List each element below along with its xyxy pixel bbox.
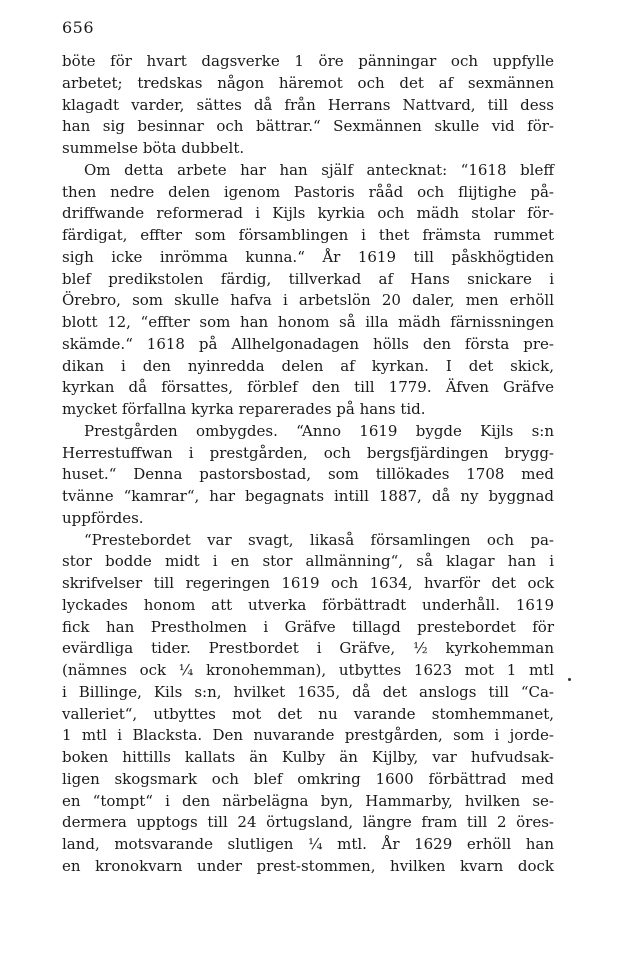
text-line: klagadt varder, sättes då från Herrans Nattvard, till dess bbox=[62, 95, 554, 114]
text-line: then nedre delen igenom Pastoris rååd och flijtighe på- bbox=[62, 182, 554, 201]
text-line: stor bodde midt i en stor allmänning“, så klagar han i bbox=[62, 552, 554, 571]
text-line: Om detta arbete har han själf antecknat: “1618 bleff bbox=[84, 160, 554, 179]
text-line: böte för hvart dagsverke 1 öre pänningar och uppfylle bbox=[62, 52, 554, 70]
text-line: land, motsvarande slutligen ¼ mtl. År 1629 erhöll han bbox=[62, 835, 554, 853]
text-line: evärdliga tider. Prestbordet i Gräfve, ½ kyrkohemman bbox=[62, 639, 554, 658]
text-line: (nämnes ock ¼ kronohemman), utbyttes 1623 mot 1 mtl bbox=[62, 661, 554, 679]
text-line: uppfördes. bbox=[62, 508, 144, 527]
text-line: i Billinge, Kils s:n, hvilket 1635, då det anslogs till “Ca- bbox=[62, 682, 554, 701]
text-line: lyckades honom att utverka förbättradt underhåll. 1619 bbox=[62, 595, 554, 614]
text-line: mycket förfallna kyrka reparerades på hans tid. bbox=[62, 400, 426, 418]
text-line: sigh icke inrömma kunna.“ År 1619 till påskhögtiden bbox=[62, 247, 554, 266]
text-line: han sig besinnar och bättrar.“ Sexmännen skulle vid för- bbox=[62, 117, 554, 136]
text-line: driffwande reformerad i Kijls kyrkia och mädh stolar för- bbox=[62, 204, 554, 223]
text-line: 1 mtl i Blacksta. Den nuvarande prestgården, som i jorde- bbox=[62, 726, 554, 745]
text-line: Prestgården ombygdes. “Anno 1619 bygde Kijls s:n bbox=[84, 421, 554, 440]
text-line: dikan i den nyinredda delen af kyrkan. I det skick, bbox=[62, 356, 554, 375]
text-line: en “tompt“ i den närbelägna byn, Hammarby, hvilken se- bbox=[62, 791, 554, 810]
text-line: kyrkan då försattes, förblef den till 1779. Äfven Gräfve bbox=[62, 378, 554, 397]
text-line: valleriet“, utbyttes mot det nu varande stomhemmanet, bbox=[62, 704, 554, 723]
text-line: Örebro, som skulle hafva i arbetslön 20 daler, men erhöll bbox=[62, 291, 554, 310]
text-line: blef predikstolen färdig, tillverkad af Hans snickare i bbox=[62, 269, 554, 288]
text-line: en kronokvarn under prest-stommen, hvilken kvarn dock bbox=[62, 856, 554, 875]
text-line: Herrestuffwan i prestgården, och bergsfjärdingen brygg- bbox=[62, 443, 554, 462]
body-text bbox=[62, 51, 554, 878]
text-line: summelse böta dubbelt. bbox=[62, 139, 245, 157]
text-line: fick han Prestholmen i Gräfve tillagd prestebordet för bbox=[62, 617, 554, 636]
text-line: huset.“ Denna pastorsbostad, som tillökades 1708 med bbox=[62, 465, 554, 484]
text-line: arbetet; tredskas någon häremot och det af sexmännen bbox=[62, 73, 554, 92]
text-line: blott 12, “effter som han honom så illa mädh färnissningen bbox=[62, 313, 554, 331]
print-speck bbox=[568, 678, 571, 681]
text-line: dermera upptogs till 24 örtugsland, längre fram till 2 öres- bbox=[62, 813, 554, 832]
text-line: skämde.“ 1618 på Allhelgonadagen hölls den första pre- bbox=[62, 334, 554, 353]
text-line: färdigat, effter som församblingen i thet främsta rummet bbox=[62, 226, 554, 244]
text-line: “Prestebordet var svagt, likaså församlingen och pa- bbox=[84, 530, 554, 549]
page-number: 656 bbox=[62, 18, 95, 37]
text-line: tvänne “kamrar“, har begagnats intill 1887, då ny byggnad bbox=[62, 487, 554, 505]
text-line: skrifvelser till regeringen 1619 och 1634, hvarför det ock bbox=[62, 574, 554, 592]
text-line: ligen skogsmark och blef omkring 1600 förbättrad med bbox=[62, 769, 554, 788]
text-line: boken hittills kallats än Kulby än Kijlby, var hufvudsak- bbox=[62, 748, 554, 766]
